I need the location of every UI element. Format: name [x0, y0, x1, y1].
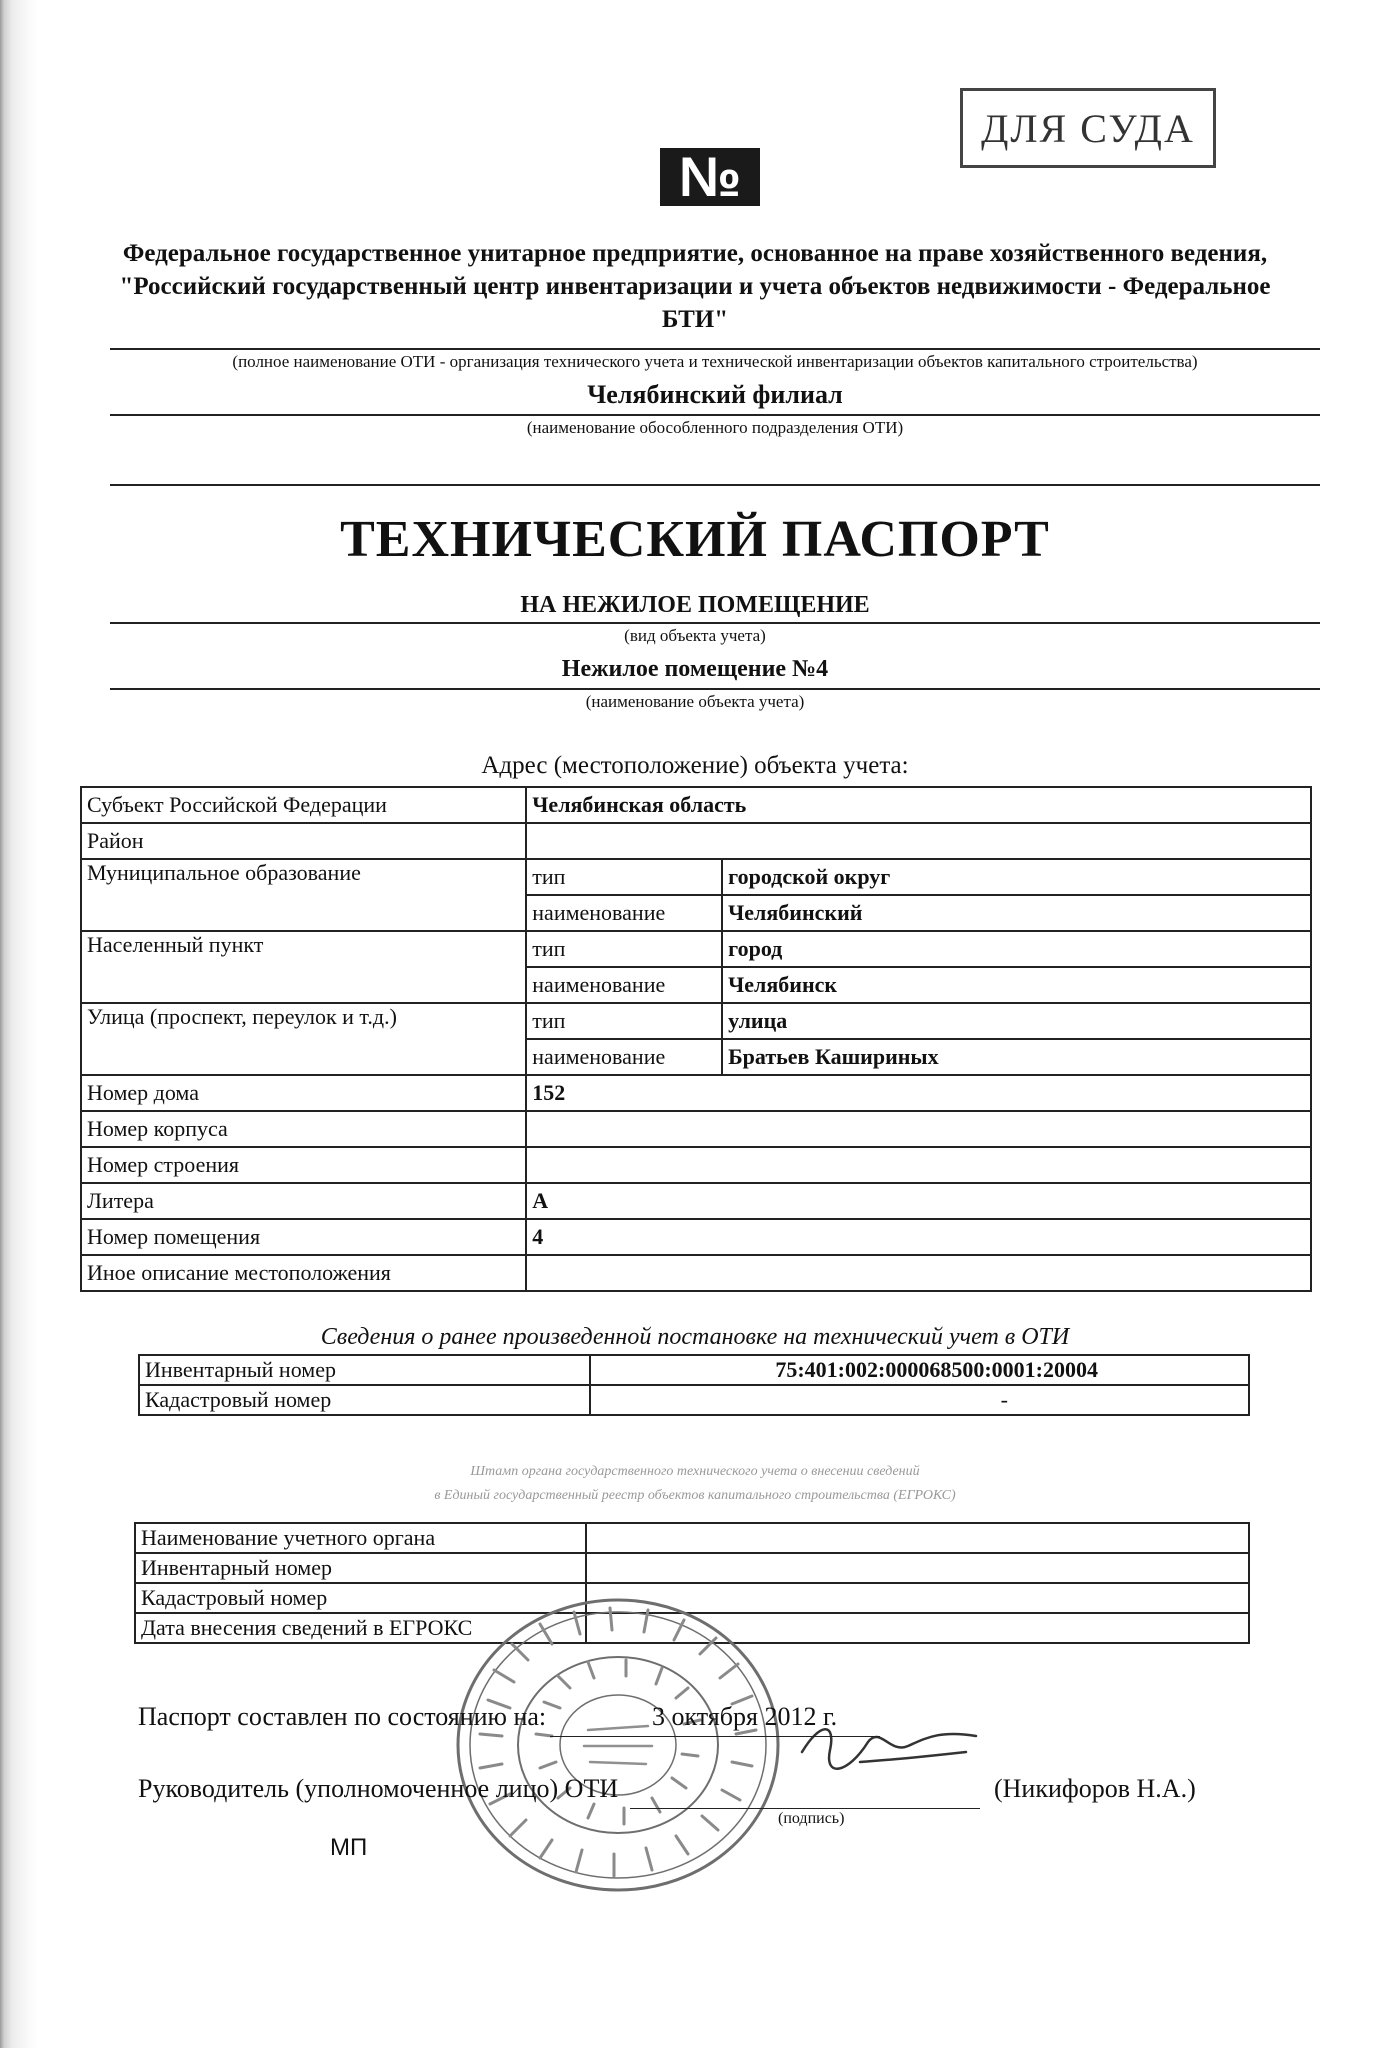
building-value: [526, 1147, 1311, 1183]
street-name-value: Братьев Кашириных: [722, 1039, 1311, 1075]
subject-value: Челябинская область: [526, 787, 1311, 823]
locality-type-value: город: [722, 931, 1311, 967]
document-title: ТЕХНИЧЕСКИЙ ПАСПОРТ: [340, 511, 1050, 568]
table-row: [81, 1075, 1311, 1111]
municipality-type-label: тип: [526, 859, 722, 895]
signature-note: (подпись): [778, 1810, 845, 1827]
egroks-agency-value: [586, 1523, 1249, 1553]
signature-line: [630, 1808, 980, 1809]
table-row: [81, 823, 1311, 859]
prior-registration-table: [138, 1354, 1250, 1416]
municipality-name-value: Челябинский: [722, 895, 1311, 931]
locality-label: Населенный пункт: [81, 931, 526, 1003]
table-row: [81, 931, 1311, 967]
table-row: [81, 1255, 1311, 1291]
locality-type-label: тип: [526, 931, 722, 967]
divider: [110, 622, 1320, 624]
page-binding-edge: [0, 0, 40, 2048]
prior-cadastral-label: Кадастровый номер: [139, 1385, 590, 1415]
object-name: Нежилое помещение №4: [561, 656, 829, 682]
other-label: Иное описание местоположения: [81, 1255, 526, 1291]
prior-inventory-label: Инвентарный номер: [139, 1355, 590, 1385]
egroks-cadastral-label: Кадастровый номер: [135, 1583, 586, 1613]
table-row: [81, 1219, 1311, 1255]
locality-name-value: Челябинск: [722, 967, 1311, 1003]
other-value: [526, 1255, 1311, 1291]
house-value: 152: [526, 1075, 1311, 1111]
organization-note: (полное наименование ОТИ - организация технического учета и технической инвентаризации объектов капитального строительства): [232, 352, 1198, 371]
table-row: [81, 1003, 1311, 1039]
egroks-heading-line1: Штамп органа государственного технического учета о внесении сведений: [470, 1464, 920, 1479]
compiled-date: 3 октября 2012 г.: [652, 1702, 838, 1731]
street-type-value: улица: [722, 1003, 1311, 1039]
room-value: 4: [526, 1219, 1311, 1255]
building-label: Номер строения: [81, 1147, 526, 1183]
mp-label: МП: [330, 1834, 368, 1861]
divider: [110, 484, 1320, 486]
branch-name: Челябинский филиал: [587, 380, 843, 409]
egroks-inventory-label: Инвентарный номер: [135, 1553, 586, 1583]
room-label: Номер помещения: [81, 1219, 526, 1255]
municipality-type-value: городской округ: [722, 859, 1311, 895]
municipality-name-label: наименование: [526, 895, 722, 931]
litera-value: А: [526, 1183, 1311, 1219]
table-row: [139, 1385, 1249, 1415]
district-label: Район: [81, 823, 526, 859]
table-row: [81, 787, 1311, 823]
table-row: [81, 1147, 1311, 1183]
for-court-stamp: ДЛЯ СУДА: [960, 88, 1216, 168]
table-row: [81, 1111, 1311, 1147]
house-label: Номер дома: [81, 1075, 526, 1111]
street-label: Улица (проспект, переулок и т.д.): [81, 1003, 526, 1075]
head-label: Руководитель (уполномоченное лицо) ОТИ: [138, 1774, 619, 1803]
prior-cadastral-value: -: [590, 1385, 1249, 1415]
head-name: (Никифоров Н.А.): [994, 1774, 1196, 1803]
divider: [110, 414, 1320, 416]
egroks-date-label: Дата внесения сведений в ЕГРОКС: [135, 1613, 586, 1643]
prior-inventory-value: 75:401:002:000068500:0001:20004: [590, 1355, 1249, 1385]
compiled-label: Паспорт составлен по состоянию на:: [138, 1702, 547, 1731]
object-name-note: (наименование объекта учета): [585, 692, 805, 711]
table-row: [135, 1553, 1249, 1583]
address-table: [80, 786, 1312, 1292]
address-heading: Адрес (местоположение) объекта учета:: [481, 752, 909, 779]
egroks-inventory-value: [586, 1553, 1249, 1583]
street-type-label: тип: [526, 1003, 722, 1039]
divider: [110, 348, 1320, 350]
table-row: [139, 1355, 1249, 1385]
egroks-agency-label: Наименование учетного органа: [135, 1523, 586, 1553]
object-type-note: (вид объекта учета): [624, 626, 766, 645]
numero-emblem: №: [660, 148, 760, 206]
egroks-heading-line2: в Единый государственный реестр объектов капитального строительства (ЕГРОКС): [434, 1488, 956, 1503]
divider: [550, 1736, 880, 1737]
litera-label: Литера: [81, 1183, 526, 1219]
street-name-label: наименование: [526, 1039, 722, 1075]
branch-note: (наименование обособленного подразделения ОТИ): [526, 418, 904, 437]
divider: [110, 688, 1320, 690]
table-row: [135, 1523, 1249, 1553]
table-row: [81, 1183, 1311, 1219]
korpus-label: Номер корпуса: [81, 1111, 526, 1147]
locality-name-label: наименование: [526, 967, 722, 1003]
district-value: [526, 823, 1311, 859]
table-row: [81, 859, 1311, 895]
korpus-value: [526, 1111, 1311, 1147]
subject-label: Субъект Российской Федерации: [81, 787, 526, 823]
municipality-label: Муниципальное образование: [81, 859, 526, 931]
round-seal: [448, 1590, 788, 1900]
object-type: НА НЕЖИЛОЕ ПОМЕЩЕНИЕ: [520, 592, 870, 618]
organization-name: Федеральное государственное унитарное предприятие, основанное на праве хозяйственного ведения, "Российский государственный центр инвентаризации и учета объектов недвижимости - Федеральное БТИ": [119, 240, 1271, 333]
prior-registration-heading: Сведения о ранее произведенной постановке на технический учет в ОТИ: [320, 1324, 1070, 1350]
